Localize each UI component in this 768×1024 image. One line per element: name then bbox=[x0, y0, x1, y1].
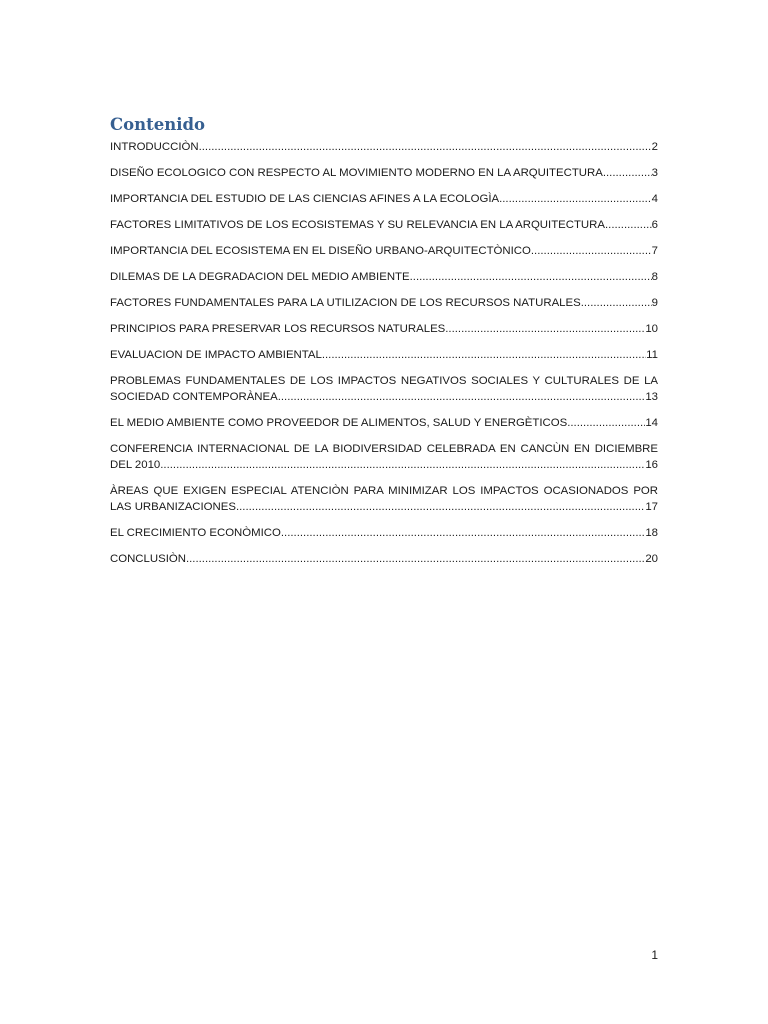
toc-entry[interactable] bbox=[110, 415, 658, 431]
toc-leader-dots bbox=[278, 389, 646, 405]
toc-entry[interactable] bbox=[110, 217, 658, 233]
toc-entry-title: INTRODUCCIÒN bbox=[110, 141, 199, 153]
toc-entry[interactable] bbox=[110, 441, 658, 473]
toc-entry-title: CONCLUSIÒN bbox=[110, 553, 186, 565]
toc-entry[interactable] bbox=[110, 191, 658, 207]
toc-entry-title: EVALUACION DE IMPACTO AMBIENTAL bbox=[110, 349, 322, 361]
toc-leader-dots bbox=[186, 551, 645, 567]
toc-entry-title-line1: ÀREAS QUE EXIGEN ESPECIAL ATENCIÒN PARA MINIMIZAR LOS IMPACTOS OCASIONADOS POR bbox=[110, 485, 658, 497]
table-of-contents bbox=[110, 139, 658, 577]
toc-entry-page: 13 bbox=[645, 391, 658, 403]
toc-entry-title-block bbox=[110, 373, 658, 405]
toc-entry[interactable] bbox=[110, 483, 658, 515]
toc-leader-dots bbox=[410, 269, 652, 285]
toc-leader-dots bbox=[236, 499, 645, 515]
toc-entry-page: 2 bbox=[651, 141, 658, 153]
toc-entry-last-line bbox=[110, 499, 658, 515]
toc-entry-title: FACTORES FUNDAMENTALES PARA LA UTILIZACION DE LOS RECURSOS NATURALES bbox=[110, 297, 581, 309]
toc-entry[interactable] bbox=[110, 295, 658, 311]
toc-leader-dots bbox=[603, 165, 652, 181]
toc-entry-page: 18 bbox=[645, 527, 658, 539]
toc-entry-title: IMPORTANCIA DEL ECOSISTEMA EN EL DISEÑO URBANO-ARQUITECTÒNICO bbox=[110, 245, 531, 257]
toc-entry-page: 8 bbox=[651, 271, 658, 283]
toc-entry[interactable] bbox=[110, 373, 658, 405]
toc-leader-dots bbox=[281, 525, 645, 541]
toc-entry[interactable] bbox=[110, 347, 658, 363]
toc-entry[interactable] bbox=[110, 551, 658, 567]
toc-leader-dots bbox=[605, 217, 652, 233]
toc-entry-page: 16 bbox=[645, 459, 658, 471]
toc-entry-title-block bbox=[110, 483, 658, 515]
toc-entry-page: 11 bbox=[646, 349, 658, 361]
toc-entry-title: DILEMAS DE LA DEGRADACION DEL MEDIO AMBIENTE bbox=[110, 271, 410, 283]
toc-entry-title: DISEÑO ECOLOGICO CON RESPECTO AL MOVIMIENTO MODERNO EN LA ARQUITECTURA bbox=[110, 167, 603, 179]
toc-entry-page: 20 bbox=[645, 553, 658, 565]
toc-entry-page: 14 bbox=[645, 417, 658, 429]
toc-entry-title: EL MEDIO AMBIENTE COMO PROVEEDOR DE ALIMENTOS, SALUD Y ENERGÈTICOS bbox=[110, 417, 568, 429]
toc-title: Contenido bbox=[110, 115, 206, 134]
toc-leader-dots bbox=[160, 457, 645, 473]
toc-entry-page: 3 bbox=[651, 167, 658, 179]
toc-entry[interactable] bbox=[110, 321, 658, 337]
toc-entry-title-line2: LAS URBANIZACIONES bbox=[110, 501, 236, 513]
toc-entry[interactable] bbox=[110, 139, 658, 155]
toc-entry[interactable] bbox=[110, 165, 658, 181]
toc-entry-title-line1: CONFERENCIA INTERNACIONAL DE LA BIODIVERSIDAD CELEBRADA EN CANCÙN EN DICIEMBRE bbox=[110, 443, 658, 455]
toc-entry-last-line bbox=[110, 389, 658, 405]
toc-entry-title: PRINCIPIOS PARA PRESERVAR LOS RECURSOS NATURALES bbox=[110, 323, 446, 335]
toc-entry-title-block bbox=[110, 441, 658, 473]
toc-entry-page: 7 bbox=[651, 245, 658, 257]
toc-entry-last-line bbox=[110, 457, 658, 473]
page-number: 1 bbox=[651, 948, 658, 962]
toc-entry-title-line2: SOCIEDAD CONTEMPORÀNEA bbox=[110, 391, 278, 403]
toc-leader-dots bbox=[199, 139, 652, 155]
toc-entry-page: 10 bbox=[645, 323, 658, 335]
toc-leader-dots bbox=[322, 347, 646, 363]
toc-leader-dots bbox=[581, 295, 652, 311]
toc-entry-page: 6 bbox=[651, 219, 658, 231]
toc-entry-title: FACTORES LIMITATIVOS DE LOS ECOSISTEMAS Y SU RELEVANCIA EN LA ARQUITECTURA bbox=[110, 219, 605, 231]
toc-leader-dots bbox=[445, 321, 645, 337]
toc-entry[interactable] bbox=[110, 243, 658, 259]
toc-entry[interactable] bbox=[110, 525, 658, 541]
toc-entry-page: 17 bbox=[645, 501, 658, 513]
toc-entry[interactable] bbox=[110, 269, 658, 285]
toc-entry-title: IMPORTANCIA DEL ESTUDIO DE LAS CIENCIAS AFINES A LA ECOLOGÌA bbox=[110, 193, 500, 205]
toc-entry-page: 9 bbox=[651, 297, 658, 309]
toc-leader-dots bbox=[499, 191, 652, 207]
toc-entry-title: EL CRECIMIENTO ECONÒMICO bbox=[110, 527, 281, 539]
toc-leader-dots bbox=[567, 415, 645, 431]
toc-leader-dots bbox=[531, 243, 652, 259]
toc-entry-page: 4 bbox=[651, 193, 658, 205]
toc-entry-title-line2: DEL 2010 bbox=[110, 459, 161, 471]
toc-entry-title-line1: PROBLEMAS FUNDAMENTALES DE LOS IMPACTOS NEGATIVOS SOCIALES Y CULTURALES DE LA bbox=[110, 375, 658, 387]
